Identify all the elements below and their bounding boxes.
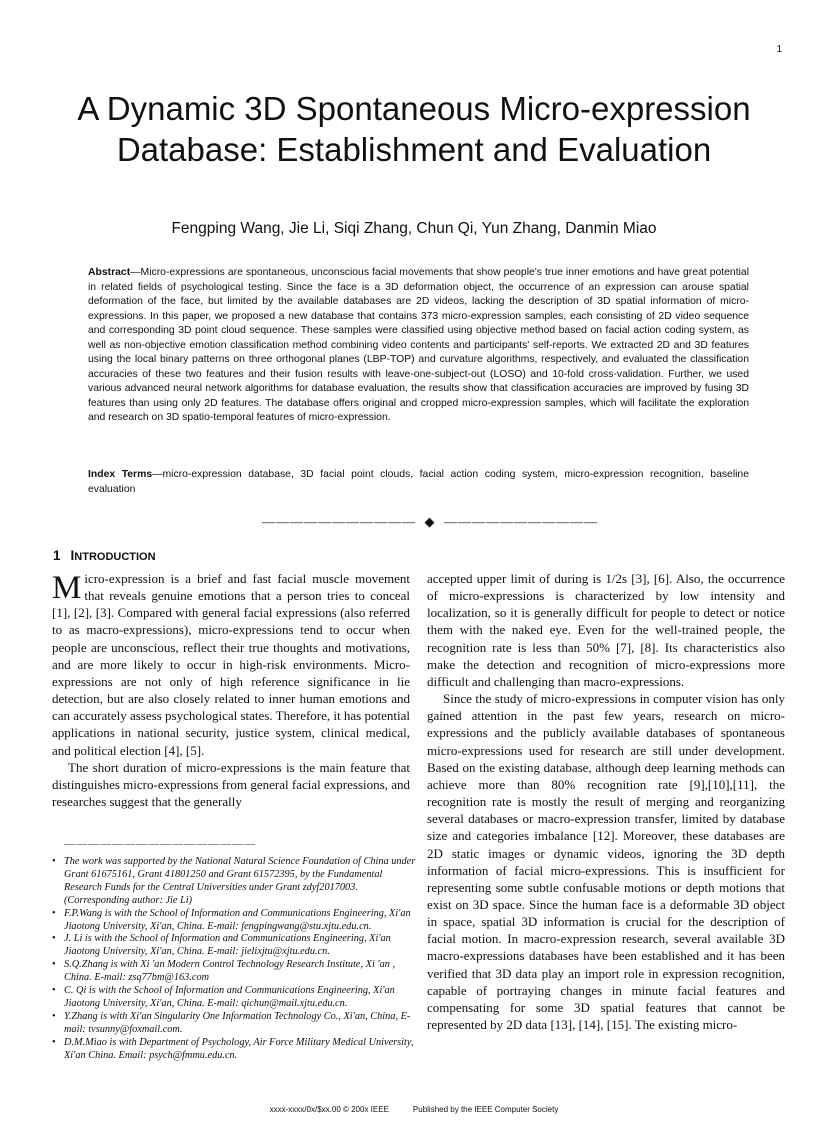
paper-title: A Dynamic 3D Spontaneous Micro-expression Database: Establishment and Evaluation bbox=[77, 90, 751, 168]
page-footer bbox=[0, 1105, 828, 1114]
section-separator: ——————————— ◆ ——————————— bbox=[262, 514, 598, 529]
page-number: 1 bbox=[776, 44, 782, 55]
drop-cap: M bbox=[52, 570, 82, 606]
abstract-text: —Micro-expressions are spontaneous, unconscious facial movements that show people's true inner emotions and have great potential in related fields of psychological testing. Since the face is a 3D deformation object, the occurrence of an expression can arouse spatial deformation of the face, but limited by the available databases are 2D videos, lacking the description of 3D spatial information of micro-expressions. In this paper, we proposed a new database that contains 373 micro-expression samples, each consisting of 2D video sequence and corresponding 3D point cloud sequence. These samples were classified using objective method based on facial action coding system, as well as non-objective emotion classification method combining video contents and participants' self-reports. We extracted 2D and 3D features using the local binary patterns on three orthogonal planes (LBP-TOP) and curvature algorithms, respectively, and evaluated the classification accuracies of these two features and their fusion results with leave-one-subject-out (LOSO) and 10-fold cross-validation. Further, we used various advanced neural network algorithms for database evaluation, the results show that classification accuracies are improved by fusing 3D features than using only 2D features. The database offers original and cropped micro-expression samples, which will facilitate the exploration and research on 3D spatio-temporal features of micro-expression. bbox=[88, 267, 749, 423]
left-column bbox=[52, 570, 410, 810]
footnote-item: • Y.Zhang is with Xi'an Singularity One Information Technology Co., Xi'an, China, E-mail: tvsunny@foxmail.com. bbox=[52, 1011, 418, 1037]
right-column bbox=[427, 570, 785, 1033]
abstract-label: Abstract bbox=[88, 267, 131, 278]
section-title-rest: NTRODUCTION bbox=[74, 551, 156, 563]
abstract bbox=[88, 266, 749, 426]
index-terms bbox=[88, 468, 749, 497]
section-heading bbox=[53, 548, 156, 563]
footnote-item: • D.M.Miao is with Department of Psychology, Air Force Military Medical University, Xi'an China. Email: psych@fmmu.edu.cn. bbox=[52, 1037, 418, 1063]
section-title-initial: I bbox=[70, 548, 75, 563]
footnote-item: • S.Q.Zhang is with Xi 'an Modern Control Technology Research Institute, Xi 'an , China. E-mail: zsq77bm@163.com bbox=[52, 959, 418, 985]
copyright-code: xxxx-xxxx/0x/$xx.00 © 200x IEEE bbox=[269, 1105, 389, 1114]
body-paragraph: Since the study of micro-expressions in computer vision has only gained attention in the past few years, research on micro-expressions and the publicly available databases of spontaneous micro-expressions used for research are still under development. Based on the existing database, although deep learning methods can achieve more than 80% recognition rate [9],[10],[11], the recognition rate is mostly the result of merging and reorganizing several databases or macro-expression transfer, limited by database size and categories imbalance [12]. Moreover, these databases are 2D static images or dynamic videos, ignoring the 3D depth information of facial micro-expressions. This is insufficient for representing some subtle confusable motions or depth motions that exist on 3D space. Since the human face is a deformable 3D object in space, spatial 3D information is crucial for the description of facial motion. In macro-expression research, several available 3D macro-expressions databases have been established and it has been verified that 3D data play an import role in expression recognition, capable of portraying changes in minute facial features and compensating for some 3D spatial features that cannot be represented by 2D data [13], [14], [15]. The existing micro- bbox=[427, 691, 785, 1033]
index-terms-text: —micro-expression database, 3D facial point clouds, facial action coding system, micro-expression recognition, baseline evaluation bbox=[88, 469, 749, 495]
footnote-item: • C. Qi is with the School of Information and Communications Engineering, Xi'an Jiaotong University, Xi'an, China. E-mail: qichun@mail.xjtu.edu.cn. bbox=[52, 985, 418, 1011]
body-paragraph: The short duration of micro-expressions is the main feature that distinguishes micro-expressions from general facial expressions, and researches suggest that the generally bbox=[52, 759, 410, 810]
footnote-item: • F.P.Wang is with the School of Information and Communications Engineering, Xi'an Jiaotong University, Xi'an, China. E-mail: fengpingwang@stu.xjtu.edu.cn. bbox=[52, 908, 418, 934]
section-number: 1 bbox=[53, 548, 61, 563]
index-terms-label: Index Terms bbox=[88, 469, 153, 480]
footnote-rule: ———————————————— bbox=[64, 838, 256, 850]
footnote-item: • The work was supported by the National Natural Science Foundation of China under Grant 61675161, Grant 41801250 and Grant 61572395, by the Fundamental Research Funds for the Central Universities under Grant zdyf2017003. (Corresponding author: Jie Li) bbox=[52, 856, 418, 908]
footnote-item: • J. Li is with the School of Information and Communications Engineering, Xi'an Jiaotong University, Xi'an, China. E-mail: jielixjtu@xjtu.edu.cn. bbox=[52, 933, 418, 959]
paragraph-text: icro-expression is a brief and fast facial muscle movement that reveals genuine emotions that a person tries to conceal [1], [2], [3]. Compared with general facial expressions (also referred to as macro-expressions), micro-expressions tend to occur when people are unconscious, reflect their true thoughts and motivations, and are more likely to occur in high-risk environments. Micro-expressions are not only of high reference significance in lie detection, but are also closely related to inner human emotions and can accurately assess psychological states. Therefore, it has potential applications in national security, justice system, clinical medical, and political election [4], [5]. bbox=[52, 571, 410, 758]
footnote-list bbox=[52, 856, 418, 1063]
body-paragraph: accepted upper limit of during is 1/2s [3], [6]. Also, the occurrence of micro-expressions is characterized by low intensity and localization, so it is generally difficult for people to detect or notice them with the naked eye. Even for the well-trained people, the recognition rate is less than 50% [7], [8]. Its characteristics also make the detection and recognition of micro-expressions more difficult and challenging than macro-expressions. bbox=[427, 571, 785, 689]
publisher-line: Published by the IEEE Computer Society bbox=[412, 1105, 559, 1114]
body-paragraph bbox=[52, 570, 410, 759]
author-list: Fengping Wang, Jie Li, Siqi Zhang, Chun Qi, Yun Zhang, Danmin Miao bbox=[171, 220, 657, 237]
